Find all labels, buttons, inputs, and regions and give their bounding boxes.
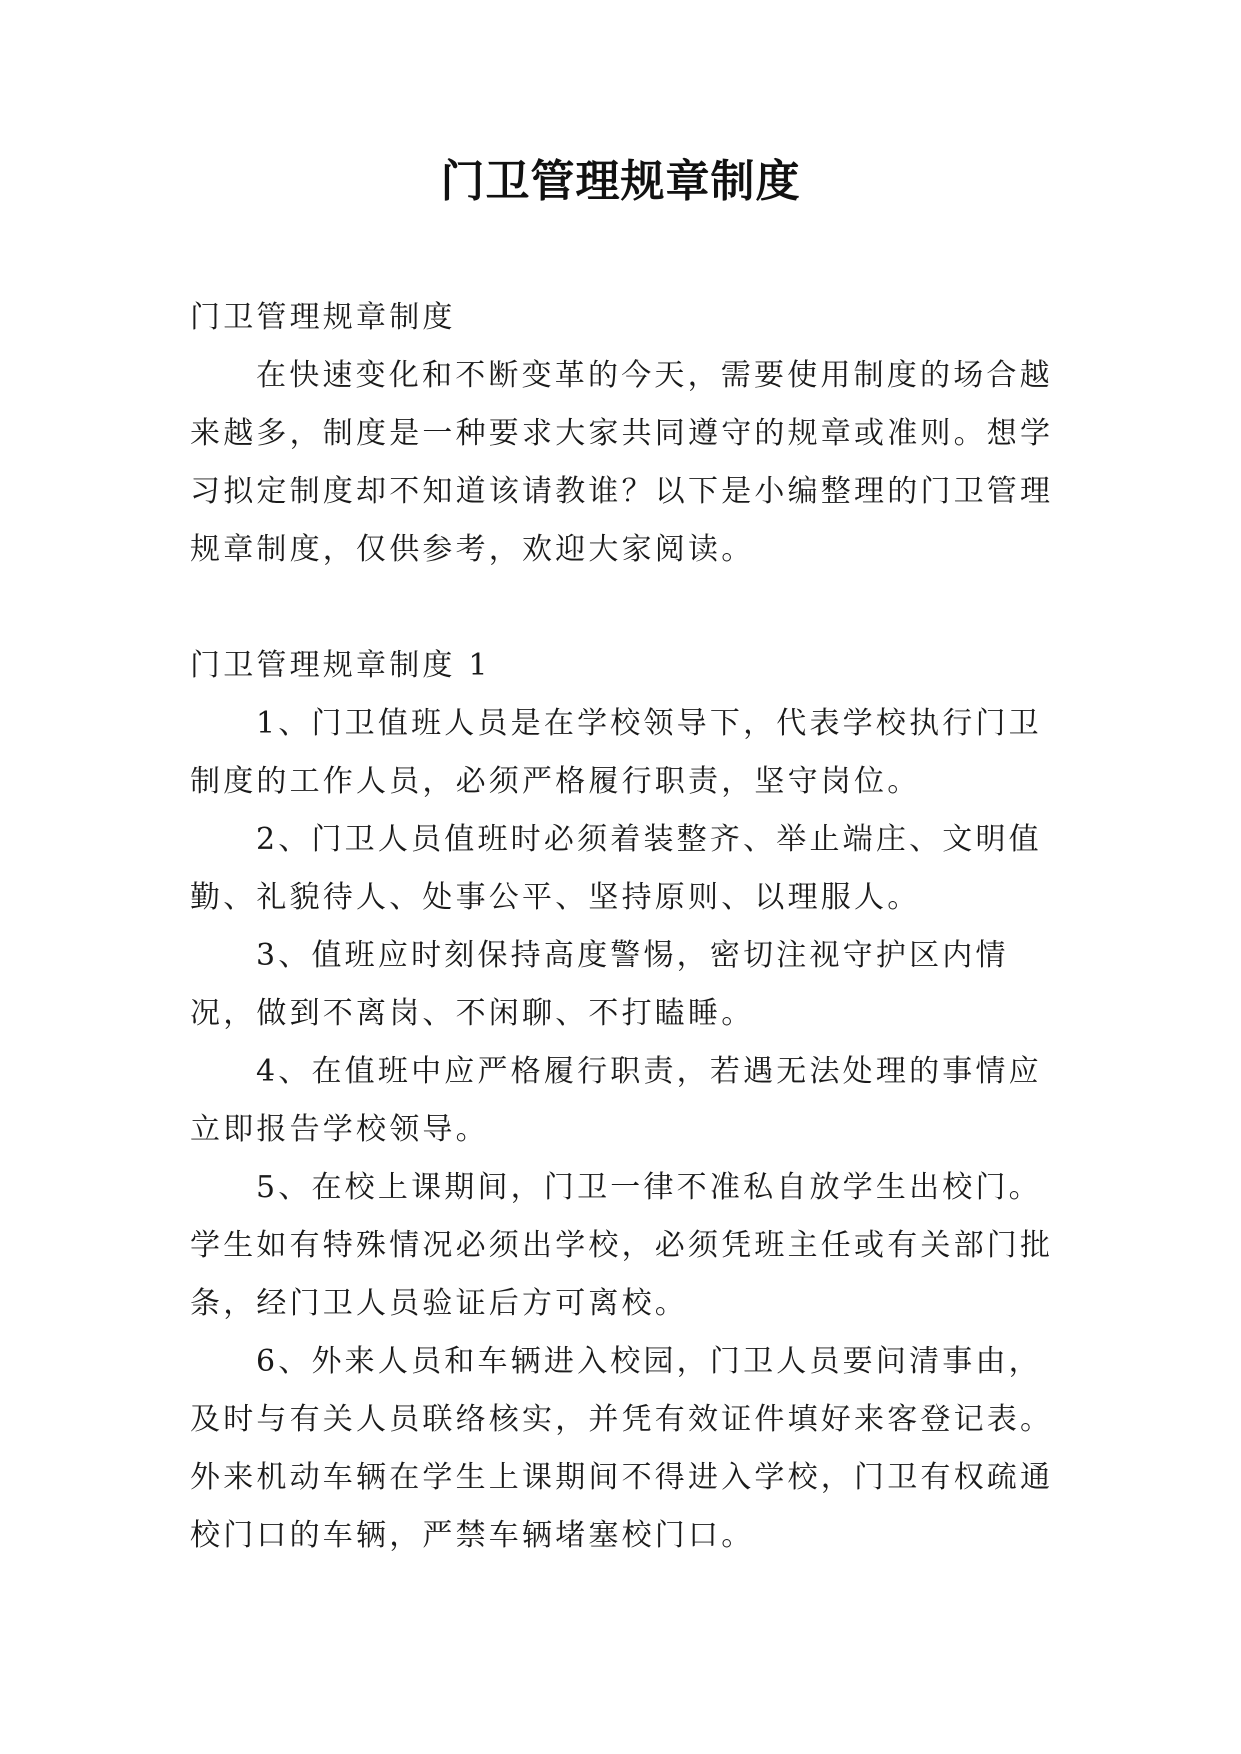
rule-item-3: 3、值班应时刻保持高度警惕，密切注视守护区内情况，做到不离岗、不闲聊、不打瞌睡。	[190, 938, 1009, 1031]
paragraph-gap	[190, 579, 1060, 637]
rule-item-5: 5、在校上课期间，门卫一律不准私自放学生出校门。学生如有特殊情况必须出学校，必须凭班主任或有关部门批条，经门卫人员验证后方可离校。	[190, 1170, 1054, 1321]
rule-item-1: 1、门卫值班人员是在学校领导下，代表学校执行门卫制度的工作人员，必须严格履行职责，坚守岗位。	[190, 706, 1042, 799]
document-body	[190, 289, 1060, 1565]
section-heading: 门卫管理规章制度 1	[190, 648, 491, 683]
document-title: 门卫管理规章制度	[440, 156, 801, 207]
rule-item-6: 6、外来人员和车辆进入校园，门卫人员要问清事由，及时与有关人员联络核实，并凭有效证件填好来客登记表。外来机动车辆在学生上课期间不得进入学校，门卫有权疏通校门口的车辆，严禁车辆堵塞校门口。	[190, 1344, 1054, 1553]
rule-item-4: 4、在值班中应严格履行职责，若遇无法处理的事情应立即报告学校领导。	[190, 1054, 1042, 1147]
intro-paragraph: 在快速变化和不断变革的今天，需要使用制度的场合越来越多，制度是一种要求大家共同遵守的规章或准则。想学习拟定制度却不知道该请教谁？以下是小编整理的门卫管理规章制度，仅供参考，欢迎大家阅读。	[190, 358, 1054, 567]
subtitle-line: 门卫管理规章制度	[190, 300, 456, 335]
rule-item-2: 2、门卫人员值班时必须着装整齐、举止端庄、文明值勤、礼貌待人、处事公平、坚持原则、以理服人。	[190, 822, 1042, 915]
